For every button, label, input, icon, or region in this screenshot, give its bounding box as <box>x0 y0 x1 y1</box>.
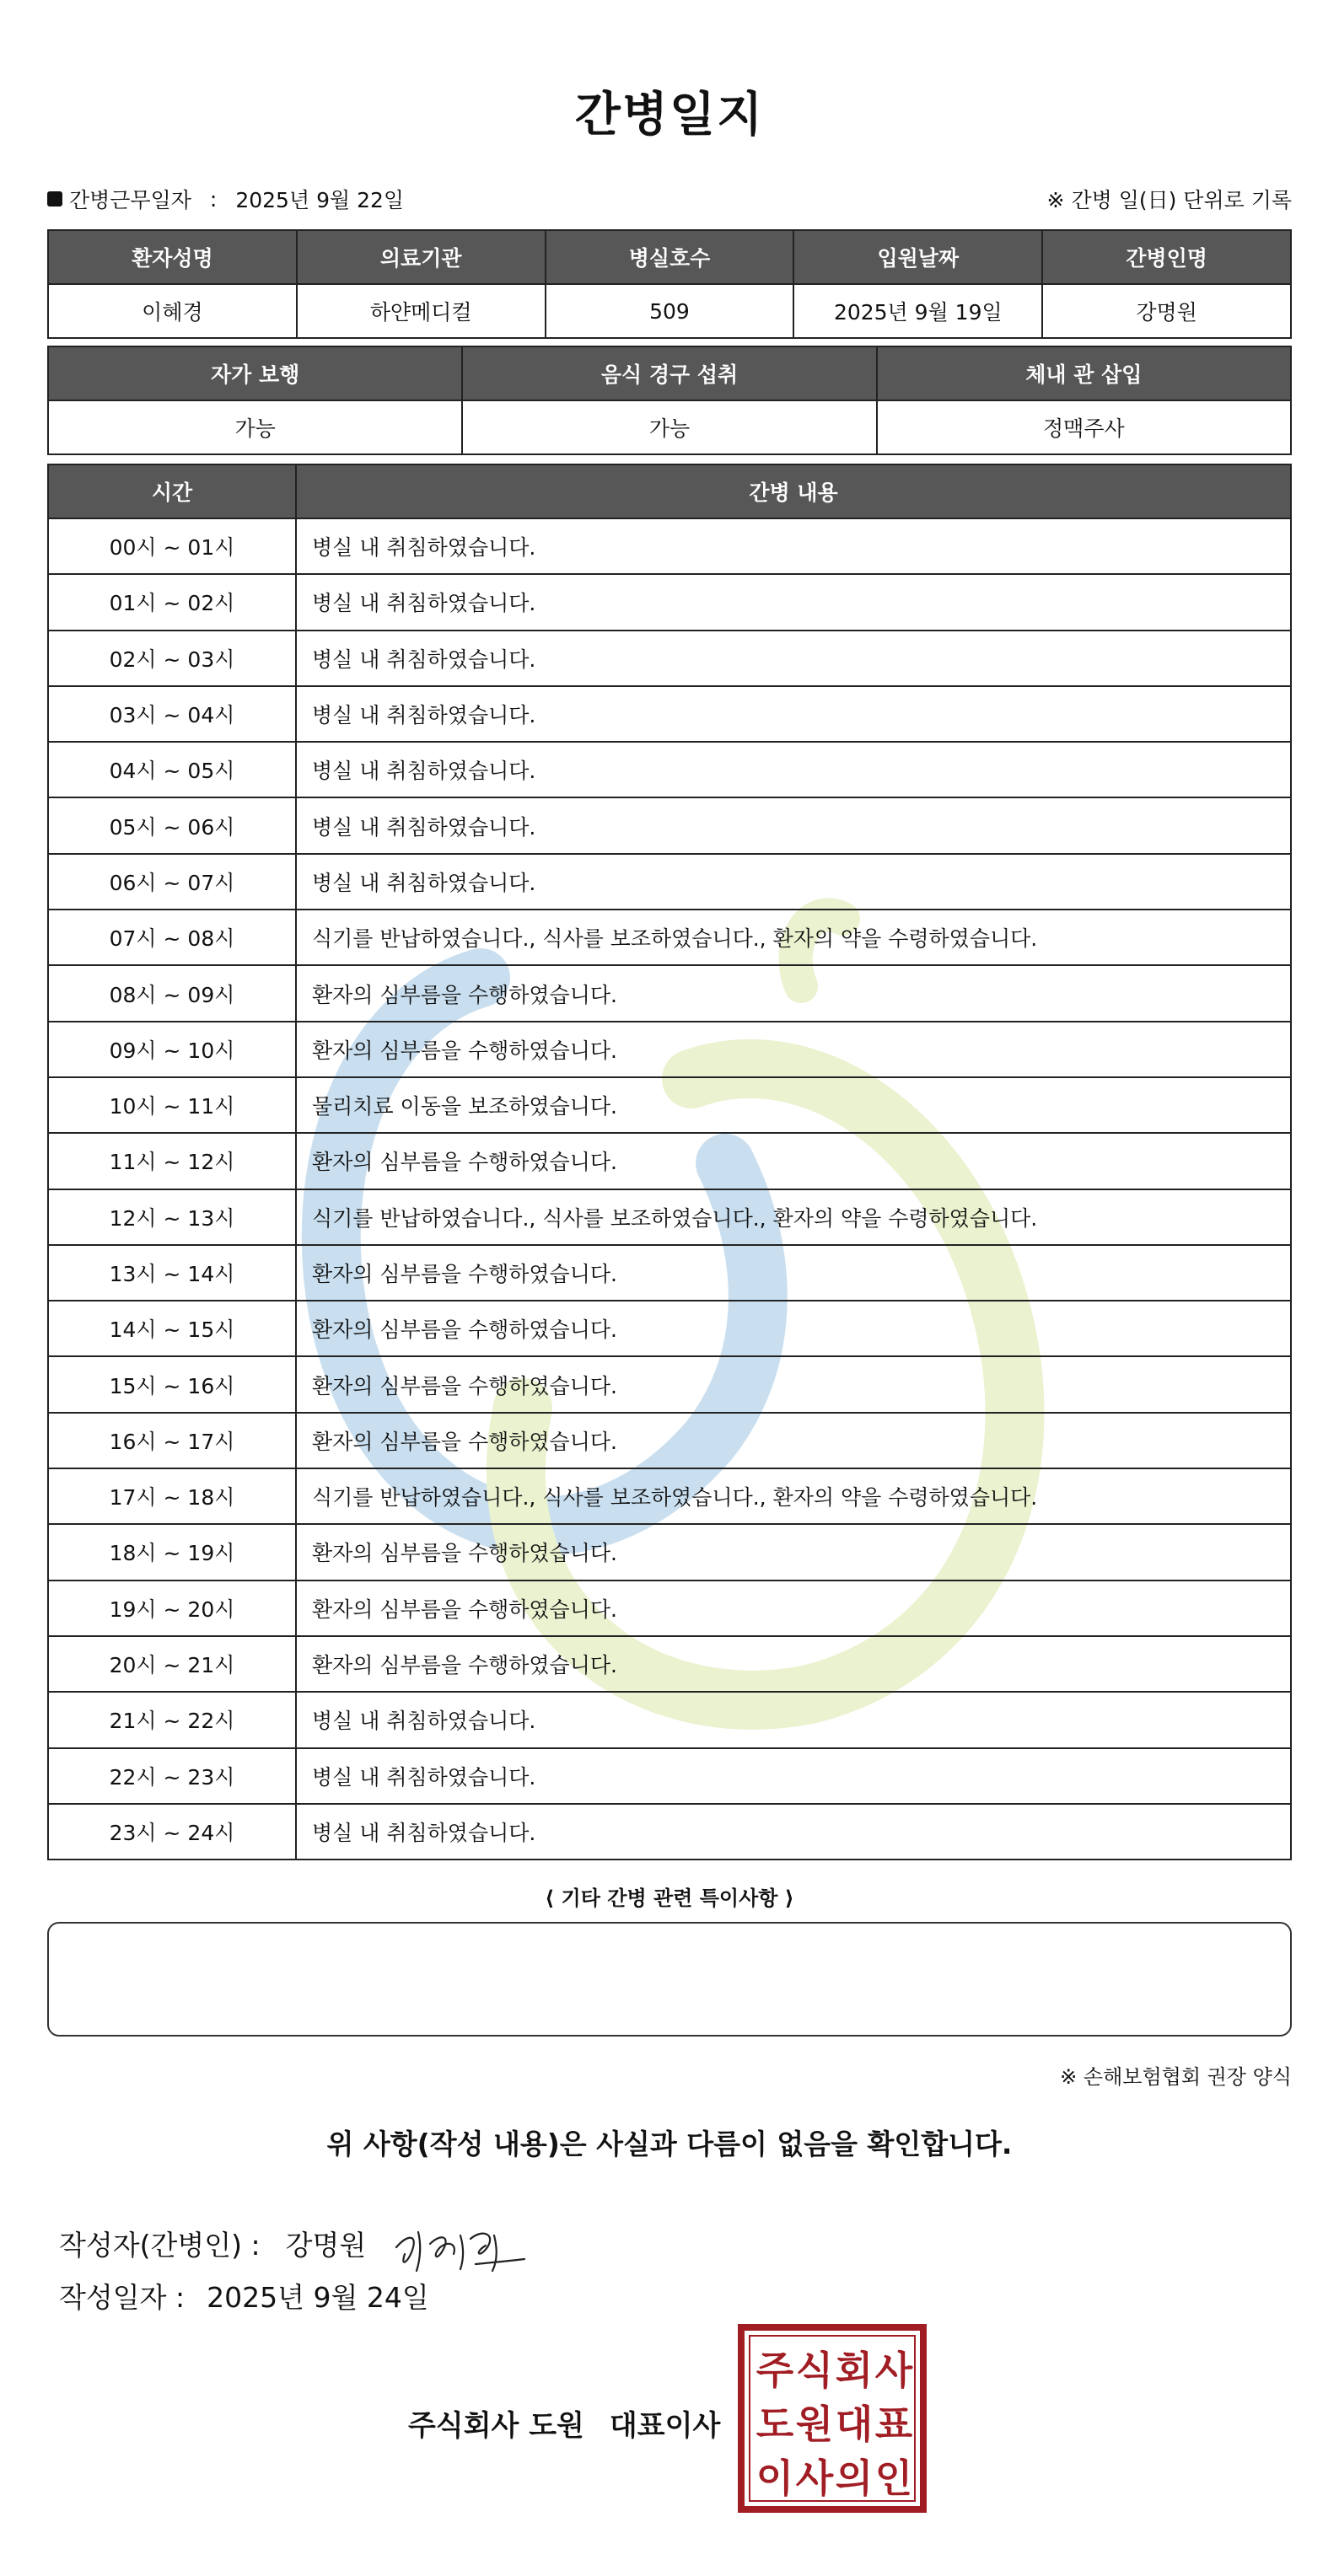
time-cell: 13시 ~ 14시 <box>48 1245 296 1301</box>
care-content-cell: 환자의 심부름을 수행하였습니다. <box>296 1245 1291 1301</box>
header-patient-name: 환자성명 <box>48 230 297 284</box>
care-content-cell: 물리치료 이동을 보조하였습니다. <box>296 1077 1291 1133</box>
table-row <box>48 1301 1291 1356</box>
writer-name: 강명원 <box>285 2228 367 2262</box>
care-log-table <box>47 464 1292 1860</box>
seal-character: 대 <box>835 2402 874 2447</box>
care-content-cell: 환자의 심부름을 수행하였습니다. <box>296 1636 1291 1692</box>
time-cell: 19시 ~ 20시 <box>48 1580 296 1636</box>
care-content-cell: 병실 내 취침하였습니다. <box>296 797 1291 853</box>
time-cell: 00시 ~ 01시 <box>48 518 296 574</box>
work-date-value: 2025년 9월 22일 <box>235 188 405 212</box>
care-log-body <box>48 518 1291 1860</box>
care-content-cell: 병실 내 취침하였습니다. <box>296 854 1291 910</box>
header-room-number: 병실호수 <box>546 230 794 284</box>
care-content-cell: 식기를 반납하였습니다., 식사를 보조하였습니다., 환자의 약을 수령하였습니다. <box>296 910 1291 965</box>
care-content-cell: 병실 내 취침하였습니다. <box>296 686 1291 742</box>
seal-character: 도 <box>756 2402 794 2447</box>
table-row <box>48 965 1291 1021</box>
care-content-cell: 병실 내 취침하였습니다. <box>296 631 1291 686</box>
header-time: 시간 <box>48 464 296 518</box>
time-cell: 04시 ~ 05시 <box>48 742 296 797</box>
time-cell: 10시 ~ 11시 <box>48 1077 296 1133</box>
table-row <box>48 910 1291 965</box>
care-content-cell: 환자의 심부름을 수행하였습니다. <box>296 1301 1291 1356</box>
header-oral-intake: 음식 경구 섭취 <box>462 346 876 400</box>
room-number-value: 509 <box>546 284 794 338</box>
table-row <box>48 574 1291 630</box>
company-rep-title: 대표이사 <box>609 2409 721 2443</box>
care-content-cell: 식기를 반납하였습니다., 식사를 보조하였습니다., 환자의 약을 수령하였습니다. <box>296 1189 1291 1245</box>
care-content-cell: 병실 내 취침하였습니다. <box>296 574 1291 630</box>
care-content-cell: 병실 내 취침하였습니다. <box>296 1692 1291 1747</box>
table-row <box>48 797 1291 853</box>
time-cell: 06시 ~ 07시 <box>48 854 296 910</box>
time-cell: 16시 ~ 17시 <box>48 1413 296 1468</box>
admission-date-value: 2025년 9월 19일 <box>793 284 1042 338</box>
record-unit-note: ※ 간병 일(日) 단위로 기록 <box>1046 188 1292 212</box>
table-row <box>48 1022 1291 1077</box>
seal-character: 의 <box>835 2455 874 2501</box>
company-name: 주식회사 도원 <box>408 2409 584 2443</box>
time-cell: 20시 ~ 21시 <box>48 1636 296 1692</box>
writer-line <box>59 2210 531 2276</box>
table-row <box>48 518 1291 574</box>
table-row <box>48 1692 1291 1747</box>
table-row <box>48 1413 1291 1468</box>
table-row <box>48 1133 1291 1189</box>
patient-info-table <box>47 229 1292 339</box>
care-content-cell: 환자의 심부름을 수행하였습니다. <box>296 1133 1291 1189</box>
header-self-walking: 자가 보행 <box>48 346 462 400</box>
time-cell: 17시 ~ 18시 <box>48 1468 296 1524</box>
institution-value: 하얀메디컬 <box>297 284 546 338</box>
table-row <box>48 1468 1291 1524</box>
table-row <box>48 854 1291 910</box>
patient-status-header-row <box>48 346 1291 400</box>
time-cell: 02시 ~ 03시 <box>48 631 296 686</box>
seal-character: 인 <box>874 2455 913 2501</box>
table-row <box>48 1245 1291 1301</box>
table-row <box>48 1580 1291 1636</box>
table-row <box>48 1748 1291 1804</box>
notes-title: ⟨ 기타 간병 관련 특이사항 ⟩ <box>545 1886 794 1910</box>
care-content-cell: 환자의 심부름을 수행하였습니다. <box>296 965 1291 1021</box>
table-row <box>48 1356 1291 1412</box>
notes-box[interactable] <box>47 1922 1292 2037</box>
seal-character: 회 <box>835 2348 874 2393</box>
writer-label: 작성자(간병인) : <box>59 2228 261 2262</box>
tube-insertion-value: 정맥주사 <box>877 400 1291 454</box>
table-row <box>48 686 1291 742</box>
header-institution: 의료기관 <box>297 230 546 284</box>
care-log-header-row <box>48 464 1291 518</box>
meta-row <box>47 184 1292 217</box>
header-tube-insertion: 체내 관 삽입 <box>877 346 1291 400</box>
table-row <box>48 1636 1291 1692</box>
time-cell: 21시 ~ 22시 <box>48 1692 296 1747</box>
seal-character: 이 <box>756 2455 794 2501</box>
seal-character: 원 <box>795 2402 834 2447</box>
time-cell: 22시 ~ 23시 <box>48 1748 296 1804</box>
header-caregiver-name: 간병인명 <box>1042 230 1291 284</box>
time-cell: 23시 ~ 24시 <box>48 1804 296 1860</box>
time-cell: 05시 ~ 06시 <box>48 797 296 853</box>
care-content-cell: 환자의 심부름을 수행하였습니다. <box>296 1524 1291 1580</box>
time-cell: 01시 ~ 02시 <box>48 574 296 630</box>
care-content-cell: 식기를 반납하였습니다., 식사를 보조하였습니다., 환자의 약을 수령하였습니다. <box>296 1468 1291 1524</box>
signature-icon <box>388 2210 531 2276</box>
table-row <box>48 742 1291 797</box>
care-content-cell: 병실 내 취침하였습니다. <box>296 1748 1291 1804</box>
page-title: 간병일지 <box>574 88 765 142</box>
table-row <box>48 1524 1291 1580</box>
table-row <box>48 1804 1291 1860</box>
table-row <box>48 1189 1291 1245</box>
time-cell: 09시 ~ 10시 <box>48 1022 296 1077</box>
care-content-cell: 환자의 심부름을 수행하였습니다. <box>296 1022 1291 1077</box>
company-seal-icon <box>737 2323 928 2514</box>
seal-character: 식 <box>795 2348 834 2393</box>
patient-info-value-row <box>48 284 1291 338</box>
write-date-value: 2025년 9월 24일 <box>207 2281 429 2314</box>
seal-character: 사 <box>795 2455 834 2501</box>
work-date-label: 간병근무일자 <box>69 188 191 212</box>
seal-character: 표 <box>874 2402 913 2447</box>
patient-status-table <box>47 346 1292 455</box>
care-content-cell: 병실 내 취침하였습니다. <box>296 742 1291 797</box>
time-cell: 08시 ~ 09시 <box>48 965 296 1021</box>
table-row <box>48 631 1291 686</box>
time-cell: 12시 ~ 13시 <box>48 1189 296 1245</box>
time-cell: 03시 ~ 04시 <box>48 686 296 742</box>
self-walking-value: 가능 <box>48 400 462 454</box>
header-admission-date: 입원날짜 <box>793 230 1042 284</box>
time-cell: 18시 ~ 19시 <box>48 1524 296 1580</box>
table-row <box>48 1077 1291 1133</box>
seal-character: 사 <box>874 2348 913 2393</box>
care-content-cell: 환자의 심부름을 수행하였습니다. <box>296 1356 1291 1412</box>
header-care-content: 간병 내용 <box>296 464 1291 518</box>
caregiver-name-value: 강명원 <box>1042 284 1291 338</box>
write-date-line <box>59 2276 429 2316</box>
patient-status-value-row <box>48 400 1291 454</box>
care-content-cell: 병실 내 취침하였습니다. <box>296 1804 1291 1860</box>
time-cell: 07시 ~ 08시 <box>48 910 296 965</box>
confirmation-statement: 위 사항(작성 내용)은 사실과 다름이 없음을 확인합니다. <box>326 2128 1013 2160</box>
care-content-cell: 병실 내 취침하였습니다. <box>296 518 1291 574</box>
bullet-square-icon <box>47 191 62 207</box>
write-date-label: 작성일자 : <box>59 2281 186 2314</box>
oral-intake-value: 가능 <box>462 400 876 454</box>
time-cell: 14시 ~ 15시 <box>48 1301 296 1356</box>
time-cell: 11시 ~ 12시 <box>48 1133 296 1189</box>
seal-character: 주 <box>756 2348 794 2393</box>
form-source-note: ※ 손해보험협회 권장 양식 <box>1060 2065 1292 2089</box>
patient-info-header-row <box>48 230 1291 284</box>
work-date-colon: : <box>209 186 218 212</box>
work-date-line <box>47 184 404 214</box>
care-content-cell: 환자의 심부름을 수행하였습니다. <box>296 1413 1291 1468</box>
company-line <box>408 2402 720 2444</box>
patient-name-value: 이혜경 <box>48 284 297 338</box>
time-cell: 15시 ~ 16시 <box>48 1356 296 1412</box>
care-content-cell: 환자의 심부름을 수행하였습니다. <box>296 1580 1291 1636</box>
